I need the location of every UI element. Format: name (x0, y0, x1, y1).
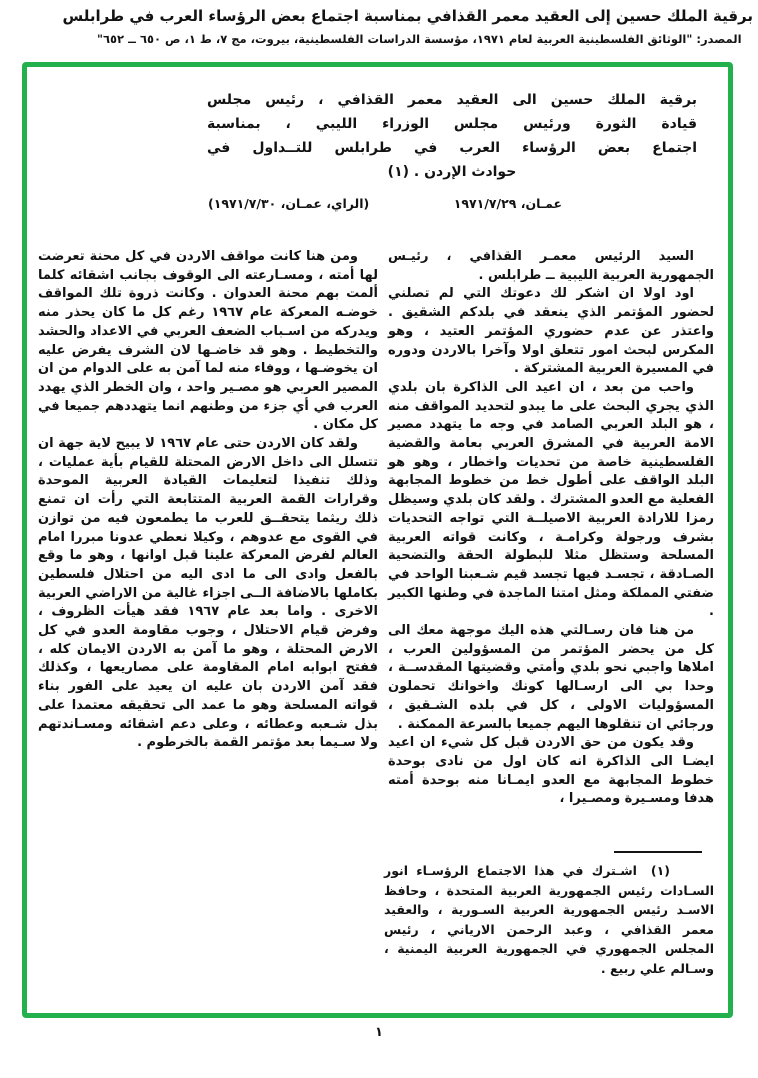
telegram-title (207, 88, 697, 160)
column-left (38, 248, 378, 753)
footnote-separator-rule (614, 851, 702, 853)
body-paragraph: السيد الرئيس معمـر القذافي ، رئيـس الجمهورية العربية الليبية ــ طرابلس . (388, 249, 714, 283)
page-number: ١ (375, 1025, 383, 1040)
telegram-title-last-line: حوادث الإردن . (١) (387, 164, 517, 180)
footnote-text: اشـترك في هذا الاجتماع الرؤسـاء انور السـادات رئيس الجمهورية العربية المتحدة ، وحافظ الاسـد رئيس الجمهورية العربية السـورية ، والعقيد معمر القذافي ، وعبد الرحمن الارياني ، رئيس المجلس الجمهوري في الجمهورية العربية اليمنية ، وسـالم علي ربيع . (384, 863, 714, 976)
body-paragraph: من هنا فان رسـالتي هذه اليك موجهة معك الى كل من يحضر المؤتمر من المسؤولين العرب ، املاها واجبي نحو بلدي وأمتي وقضيتها المقدســة ، وحدا بي الى ارسـالها كونك واخوانك تحملون المسؤوليات الاولى ، كل في بلده الشـقيق ، ورجائي ان تنقلوها اليهم جميعا بالسرعة الممكنة . (388, 623, 714, 732)
body-paragraph: ومن هنا كانت مواقف الاردن في كل محنة تعرضت لها أمته ، ومسـارعته الى الوقوف بجانب اشقائه كلما ألمت بهم محنة العدوان . وكانت ذروة تلك المواقف خوضـه المعركة عام ١٩٦٧ رغم كل ما كان يحذر منه ويدركه من اسـباب الضعف العربي في الاعداد والحشد والتخطيط . وهو قد خاضـها لان الشرف يفرض عليه ان يخوضـها ، ووفاء منه لما آمن به على الدوام من ان المصير العربي هو مصـير واحد ، وان الخطر الذي يهدد العرب في أي جزء من وطنهم انما يتهددهم جميعا في كل مكان . (38, 249, 378, 433)
body-paragraph: اود اولا ان اشكر لك دعوتك التي لم تصلني لحضور المؤتمر الذي ينعقد في بلدكم الشقيق . واعتذر عن عدم حضوري المؤتمر العتيد ، وهو المكرس لبحث امور تتعلق اولا وآخرا بالاردن ودوره في المسيرة العربية المشتركة . (388, 286, 714, 377)
page-header-source: المصدر: "الوثائق الفلسطينية العربية لعام ١٩٧١، مؤسسة الدراسات الفلسطينية، بيروت، مج ٧، ط ١، ص ٦٥٠ ــ ٦٥٢" (97, 32, 742, 46)
footnote (384, 861, 714, 978)
dateline-place-date: عمـان، ١٩٧١/٧/٢٩ (453, 196, 562, 211)
body-paragraph: واحب من بعد ، ان اعيد الى الذاكرة بان بلدي الذي يجري البحث على ما يبدو لتحديد المواقف منه ، هو البلد العربي الصامد في وجه ما يتهدد مصير الامة العربية في المشرق العربي بعامة والقضية الفلسطينية خاصة من تحديات واخطار ، وهو هو البلد الواقف على أطول خط من خطوط المجابهة الفعلية مع العدو المشترك . ولقد كان بلدي وسيظل رمزا للارادة العربية الاصيلــة التي تواجه التحديات بشرف ورجولة وكرامـة ، وكانت قواته العربية المسلحة وستظل مثلا للبطولة الحقة والتضحية الصـادقة ، تجسـد فيها تجسد قيم شـعبنا الواحد في ضفتي المملكة ومثل امتنا الماجدة في وطنها الكبير . (388, 379, 714, 620)
page-header-title: برقية الملك حسين إلى العقيد معمر القذافي بمناسبة اجتماع بعض الرؤساء العرب في طرابلس (62, 7, 753, 25)
telegram-title-line: اجتماع بعض الرؤساء العرب في طرابلس للتــداول في (207, 140, 697, 156)
footnote-marker: (١) (650, 863, 670, 879)
letter-body-columns (38, 248, 714, 809)
dateline-row (208, 194, 562, 214)
telegram-title-line: قيادة الثورة ورئيس مجلس الوزراء الليبي ، بمناسبة (207, 116, 697, 132)
column-right (388, 248, 714, 809)
document-green-frame (22, 62, 733, 1018)
body-paragraph: وقد يكون من حق الاردن قبل كل شيء ان اعيد ايضـا الى الذاكرة انه كان اول من نادى بوحدة خطوط المجابهة مع العدو ايمـانا منه بوحدة أمته هدفا ومسـيرة ومصـيرا ، (388, 735, 714, 807)
dateline-source-ref: (الراي، عمـان، ١٩٧١/٧/٣٠) (208, 196, 370, 211)
body-paragraph: ولقد كان الاردن حتى عام ١٩٦٧ لا يبيح لاية جهة ان تتسلل الى داخل الارض المحتلة للقيام بأية عمليات ، وذلك تنفيذا لتعليمات القيادة العربية الموحدة وقرارات القمة العربية المتتابعة التي رأت ان تمنع ذلك ريثما يتحقــق للعرب ما يطمعون فيه من توازن في القوى مع عدوهم ، وكيلا نعطي عدونا مبررا امام العالم لفرض المعركة علينا قبل اوانها ، وهو ما وقع بالفعل وادى الى ما ادى اليه من احتلال فلسطين بكاملها بالاضافة الــى اجزاء غالية من الاراضي العربية الاخرى . واما بعد عام ١٩٦٧ فقد هيأت الظروف ، وفرض قيام الاحتلال ، وجوب مقاومة العدو في كل الارض المحتلة ، وهو ما آمن به الاردن الايمان كله ، ففتح ابوابه امام المقاومة على مصاريعها ، وكذلك فقد آمن الاردن بان عليه ان يعيد على الفور بناء قواته المسلحة وهو ما عمد الى تحقيقه معتمدا على بذل شـعبه وعطائه ، وعلى دعم اشقائه ومسـاندتهم ولا سـيما بعد مؤتمر القمة بالخرطوم . (38, 436, 378, 751)
footnote-area (384, 851, 714, 978)
telegram-title-line: برقية الملك حسين الى العقيد معمر القذافي ، رئيس مجلس (207, 92, 697, 108)
